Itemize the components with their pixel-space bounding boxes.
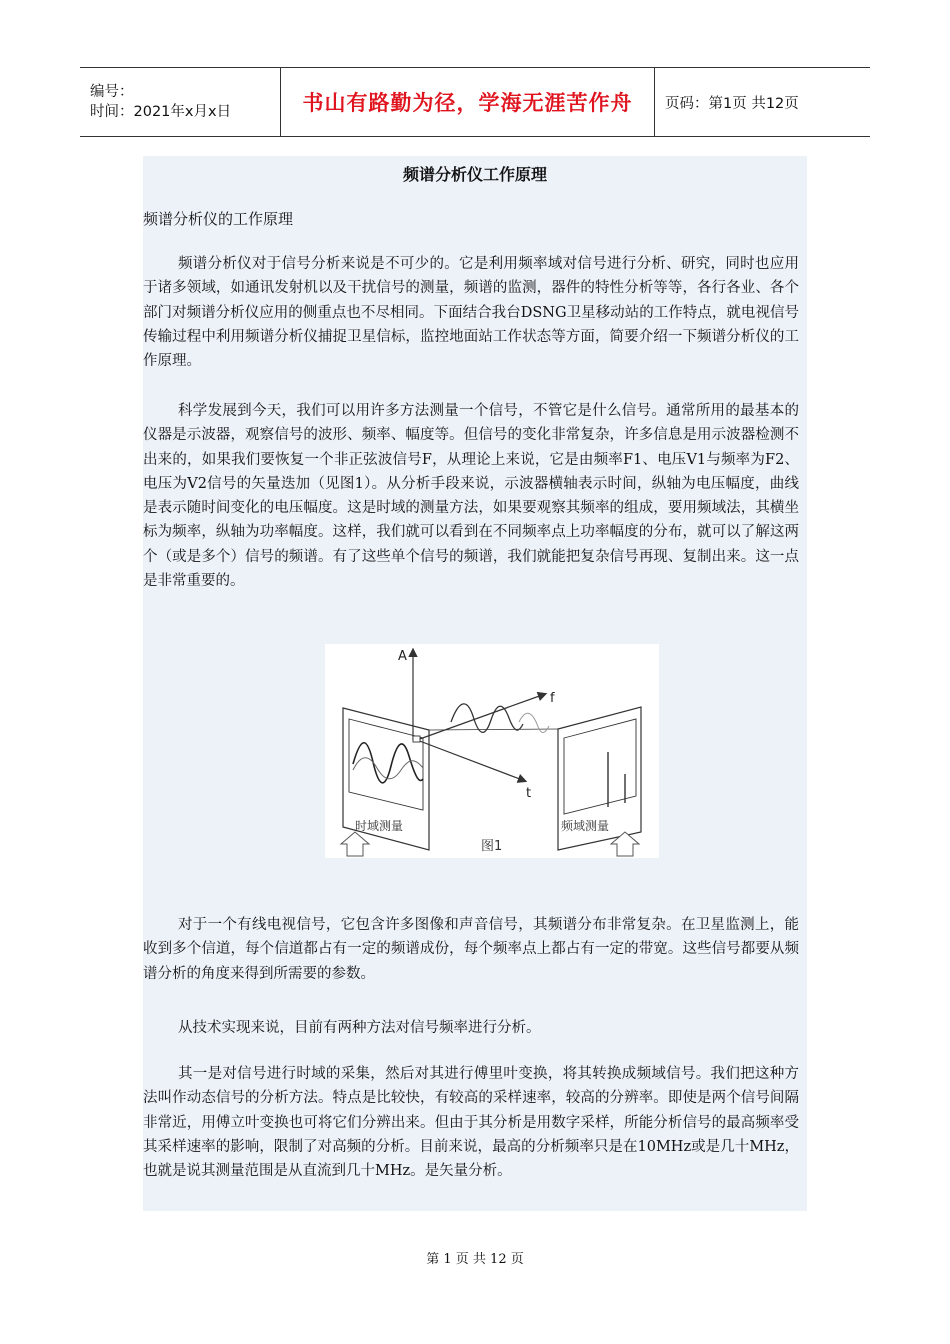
- paragraph-4: 从技术实现来说，目前有两种方法对信号频率进行分析。: [178, 1020, 541, 1036]
- time-axis: [417, 740, 525, 781]
- frequency-axis: [417, 694, 545, 740]
- header-motto: 书山有路勤为径，学海无涯苦作舟: [302, 91, 633, 115]
- axis-f-label: f: [550, 691, 555, 706]
- paragraph-1: 频谱分析仪对于信号分析来说是不可少的。它是利用频率域对信号进行分析、研究，同时也应用于诸多领域，如通讯发射机以及干扰信号的测量，频谱的监测，器件的特性分析等等，各行各业、各个部门对频谱分析仪应用的侧重点也不尽相同。下面结合我台DSNG卫星移动站的工作特点，就电视信号传输过程中利用频谱分析仪捕捉卫星信标，监控地面站工作状态等方面，简要介绍一下频谱分析仪的工作原理。: [143, 256, 799, 370]
- figure-caption: 图1: [481, 839, 503, 854]
- time-domain-arrow-icon: [341, 832, 369, 856]
- document-number-label: 编号：: [90, 84, 134, 100]
- axis-t-label: t: [526, 786, 532, 801]
- paragraph-5: 其一是对信号进行时域的采集，然后对其进行傅里叶变换，将其转换成频域信号。我们把这种方法叫作动态信号的分析方法。特点是比较快，有较高的采样速率，较高的分辨率。即使是两个信号间隔非常近，用傅立叶变换也可将它们分辨出来。但由于其分析是用数字采样，所能分析信号的最高频率受其采样速率的影响，限制了对高频的分析。目前来说，最高的分析频率只是在10MHz或是几十MHz，也就是说其测量范围是从直流到几十MHz。是矢量分析。: [143, 1066, 799, 1180]
- document-subtitle: 频谱分析仪的工作原理: [143, 210, 294, 228]
- document-body: [143, 156, 807, 1211]
- paragraph-2: 科学发展到今天，我们可以用许多方法测量一个信号，不管它是什么信号。通常所用的最基本的仪器是示波器，观察信号的波形、频率、幅度等。但信号的变化非常复杂，许多信息是用示波器检测不出来的，如果我们要恢复一个非正弦波信号F，从理论上来说，它是由频率F1、电压V1与频率为F2、电压为V2信号的矢量迭加（见图1）。从分析手段来说，示波器横轴表示时间，纵轴为电压幅度，曲线是表示随时间变化的电压幅度。这是时域的测量方法，如果要观察其频率的组成，要用频域法，其横坐标为频率，纵轴为功率幅度。这样，我们就可以看到在不同频率点上功率幅度的分布，就可以了解这两个（或是多个）信号的频谱。有了这些单个信号的频谱，我们就能把复杂信号再现、复制出来。这一点是非常重要的。: [143, 403, 799, 590]
- axis-a-label: A: [398, 649, 407, 664]
- header-page-cell: [655, 68, 870, 136]
- header-meta-cell: [80, 68, 281, 136]
- header-table: [80, 67, 870, 137]
- header-page-label: 页码：第1页 共12页: [665, 95, 799, 112]
- document-date-label: 时间：2021年x月x日: [90, 104, 232, 120]
- frequency-domain-label: 频域测量: [561, 819, 610, 833]
- page-footer: 第 1 页 共 12 页: [426, 1252, 524, 1267]
- header-motto-cell: [281, 68, 655, 136]
- paragraph-3: 对于一个有线电视信号，它包含许多图像和声音信号，其频谱分布非常复杂。在卫星监测上，能收到多个信道，每个信道都占有一定的频谱成份，每个频率点上都占有一定的带宽。这些信号都要从频谱分析的角度来得到所需要的参数。: [143, 917, 799, 982]
- document-title: 频谱分析仪工作原理: [402, 165, 547, 184]
- time-domain-label: 时域测量: [355, 819, 404, 833]
- figure-1-time-frequency-diagram: [325, 644, 659, 858]
